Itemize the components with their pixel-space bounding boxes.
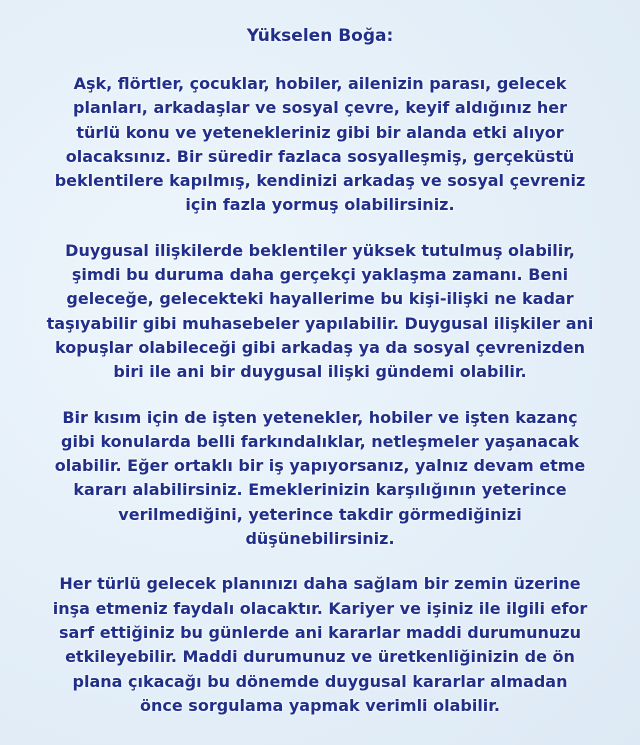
- text-line: olacaksınız. Bir süredir fazlaca sosyalleşmiş, gerçeküstü: [65, 146, 575, 166]
- paragraph-1: [20, 72, 620, 218]
- text-line: gibi konularda belli farkındalıklar, netleşmeler yaşanacak: [61, 431, 579, 451]
- text-line: kararı alabilirsiniz. Emeklerinizin karşılığının yeterince: [73, 480, 567, 500]
- text-line: geleceğe, gelecekteki hayallerime bu kişi-ilişki ne kadar: [66, 289, 574, 309]
- text-line: biri ile ani bir duygusal ilişki gündemi olabilir.: [113, 362, 527, 382]
- text-line: şimdi bu duruma daha gerçekçi yaklaşma zamanı. Beni: [71, 265, 569, 285]
- text-line: Bir kısım için de işten yetenekler, hobiler ve işten kazanç: [62, 407, 578, 427]
- text-line: kopuşlar olabileceği gibi arkadaş ya da sosyal çevrenizden: [55, 337, 585, 357]
- text-line: taşıyabilir gibi muhasebeler yapılabilir. Duygusal ilişkiler ani: [46, 313, 594, 333]
- text-line: sarf ettiğiniz bu günlerde ani kararlar maddi durumunuzu: [59, 622, 581, 642]
- text-line: Duygusal ilişkilerde beklentiler yüksek tutulmuş olabilir,: [65, 240, 575, 260]
- paragraph-2: [20, 239, 620, 385]
- text-line: için fazla yormuş olabilirsiniz.: [185, 195, 455, 215]
- text-line: etkileyebilir. Maddi durumunuz ve üretkenliğinizin de ön: [65, 647, 575, 667]
- text-line: plana çıkacağı bu dönemde duygusal kararlar almadan: [72, 671, 568, 691]
- text-line: önce sorgulama yapmak verimli olabilir.: [140, 695, 500, 715]
- paragraph-4: [20, 572, 620, 718]
- text-line: Her türlü gelecek planınızı daha sağlam bir zemin üzerine: [59, 574, 581, 594]
- text-line: düşünebilirsiniz.: [245, 529, 395, 549]
- page-title: Yükselen Boğa:: [246, 26, 394, 46]
- paragraph-3: [20, 406, 620, 552]
- text-line: olabilir. Eğer ortaklı bir iş yapıyorsanız, yalnız devam etme: [54, 456, 586, 476]
- text-line: Aşk, flörtler, çocuklar, hobiler, ailenizin parası, gelecek: [73, 74, 567, 93]
- text-line: inşa etmeniz faydalı olacaktır. Kariyer ve işiniz ile ilgili efor: [52, 598, 588, 618]
- text-line: beklentilere kapılmış, kendinizi arkadaş ve sosyal çevreniz: [54, 171, 586, 191]
- text-line: planları, arkadaşlar ve sosyal çevre, keyif aldığınız her: [73, 98, 567, 118]
- text-line: verilmediğini, yeterince takdir görmediğinizi: [118, 504, 522, 524]
- text-line: türlü konu ve yetenekleriniz gibi bir alanda etki alıyor: [76, 122, 564, 142]
